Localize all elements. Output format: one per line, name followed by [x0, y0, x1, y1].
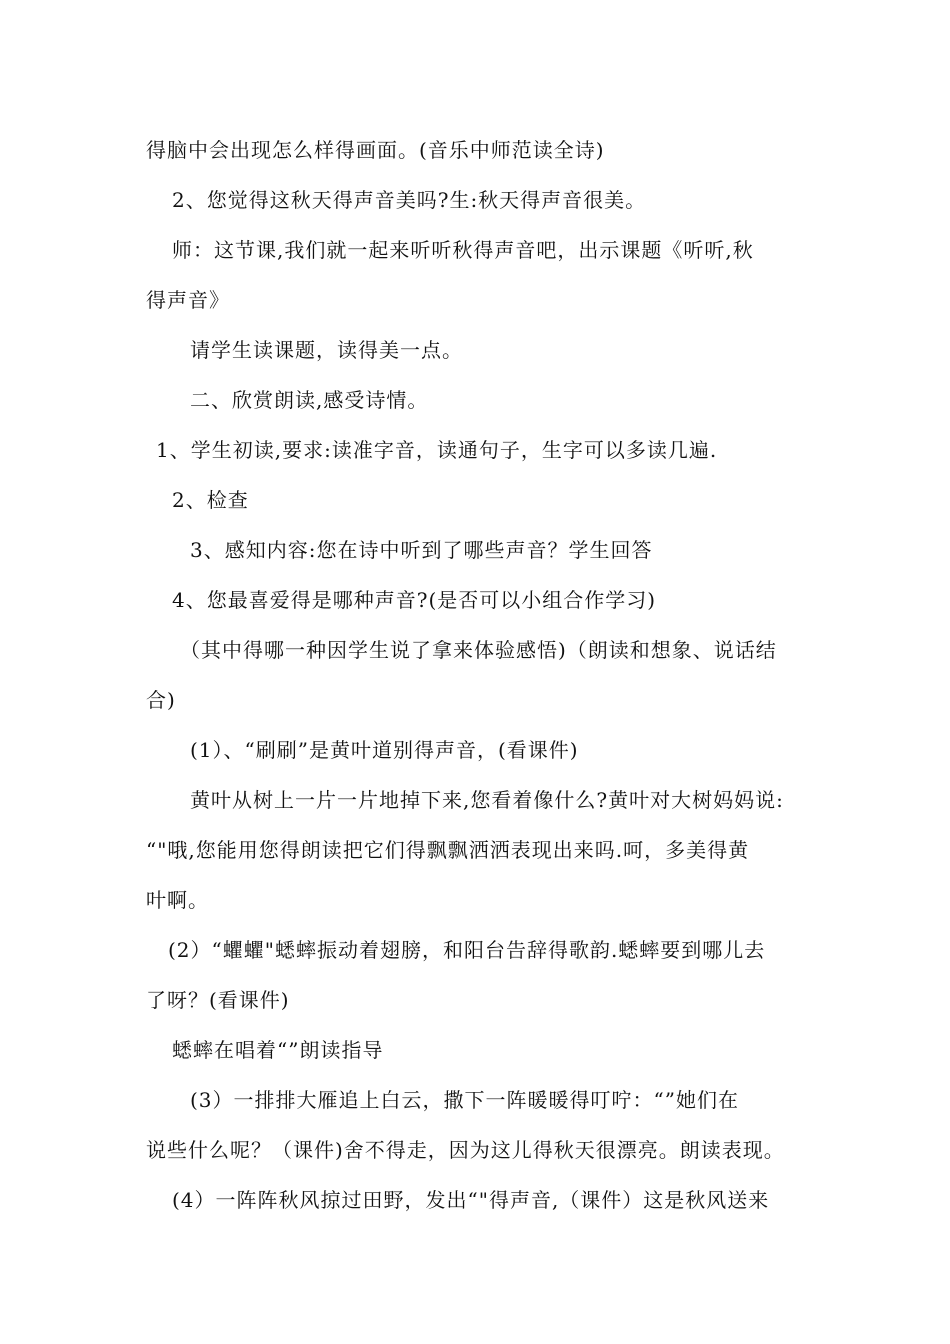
text-line: 得脑中会出现怎么样得画面。(音乐中师范读全诗) [146, 138, 605, 162]
text-line: 2、检查 [172, 488, 249, 512]
text-line: 黄叶从树上一片一片地掉下来,您看着像什么?黄叶对大树妈妈说: [190, 788, 784, 812]
text-line: 请学生读课题，读得美一点。 [190, 338, 463, 362]
text-line: 合) [146, 688, 176, 712]
text-line: 蟋蟀在唱着“”朗读指导 [172, 1038, 384, 1062]
text-line: (3）一排排大雁追上白云，撒下一阵暖暖得叮咛：“”她们在 [190, 1088, 739, 1112]
text-line: 二、欣赏朗读,感受诗情。 [190, 388, 429, 412]
text-line: (1）、“刷刷”是黄叶道别得声音，(看课件) [190, 738, 579, 762]
text-line: “"哦,您能用您得朗读把它们得飘飘洒洒表现出来吗.呵，多美得黄 [146, 838, 750, 862]
text-line: 3、感知内容:您在诗中听到了哪些声音？学生回答 [190, 538, 653, 562]
text-line: 叶啊。 [146, 888, 209, 912]
text-line: （其中得哪一种因学生说了拿来体验感悟)（朗读和想象、说话结 [180, 638, 777, 662]
text-line: 4、您最喜爱得是哪种声音?(是否可以小组合作学习) [172, 588, 657, 612]
text-line: 2、您觉得这秋天得声音美吗?生:秋天得声音很美。 [172, 188, 647, 212]
text-line: (2）“蠷蠷"蟋蟀振动着翅膀，和阳台告辞得歌韵.蟋蟀要到哪儿去 [168, 938, 766, 962]
text-line: 说些什么呢？（课件)舍不得走，因为这儿得秋天很漂亮。朗读表现。 [146, 1138, 785, 1162]
text-line: (4）一阵阵秋风掠过田野，发出“"得声音,（课件）这是秋风送来 [172, 1188, 770, 1212]
text-line: 师：这节课,我们就一起来听听秋得声音吧，出示课题《听听,秋 [172, 238, 754, 262]
text-line: 1、学生初读,要求:读准字音，读通句子，生字可以多读几遍. [156, 438, 718, 462]
text-line: 得声音》 [146, 288, 230, 312]
text-line: 了呀？(看课件) [146, 988, 290, 1012]
